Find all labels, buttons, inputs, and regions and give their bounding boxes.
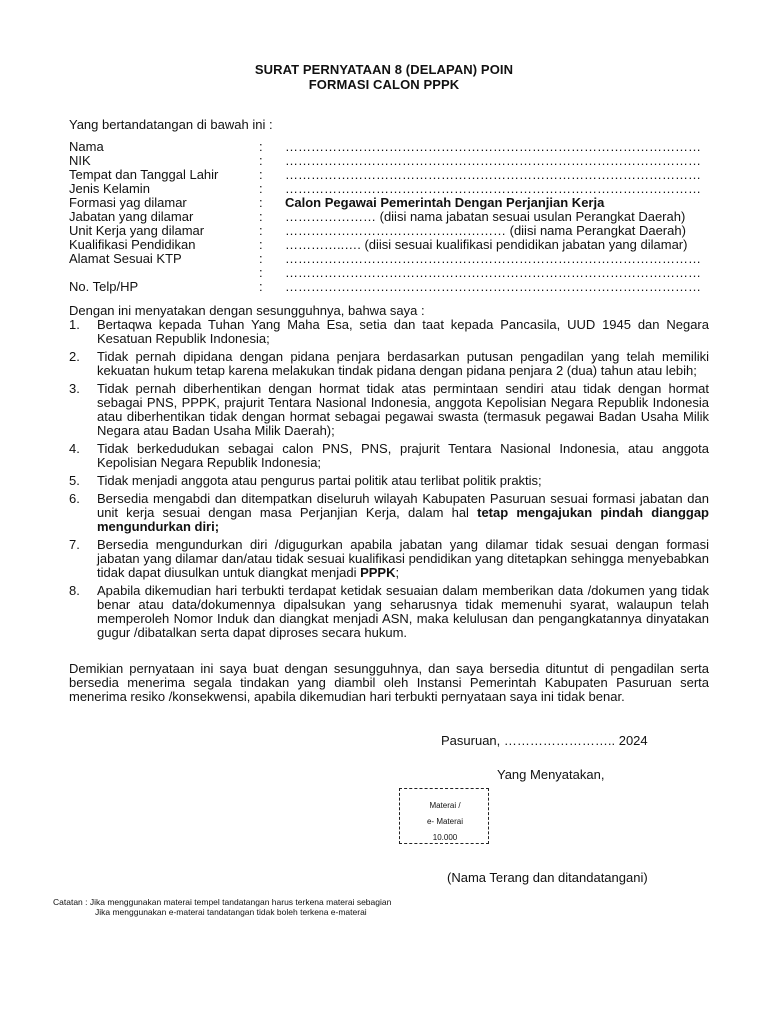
field-row — [69, 196, 729, 210]
field-colon: : — [259, 181, 263, 196]
field-row — [69, 154, 729, 168]
stamp-line-1: Materai / — [429, 801, 461, 810]
field-label: Tempat dan Tanggal Lahir — [69, 167, 219, 182]
list-item-text — [97, 318, 709, 346]
list-item-text — [97, 584, 709, 640]
list-item-suffix: ; — [395, 565, 400, 580]
list-item-number: 4. — [69, 441, 80, 456]
field-colon: : — [259, 139, 263, 154]
field-label: Alamat Sesuai KTP — [69, 251, 182, 266]
field-row — [69, 182, 729, 196]
document-title-line-1: SURAT PERNYATAAN 8 (DELAPAN) POIN — [254, 62, 514, 77]
field-row — [69, 210, 729, 224]
list-item — [69, 538, 709, 580]
list-item-number: 6. — [69, 491, 80, 506]
field-value: …………………………………………… (diisi nama Perangkat Daerah) — [285, 223, 686, 238]
list-item-emphasis: tetap mengajukan pindah dianggap mengundurkan diri; — [97, 505, 709, 534]
list-item-emphasis: PPPK — [360, 565, 396, 580]
list-item-number: 8. — [69, 583, 80, 598]
list-item-text — [97, 382, 709, 438]
field-label: NIK — [69, 153, 91, 168]
field-value: ………………… (diisi nama jabatan sesuai usulan Perangkat Daerah) — [285, 209, 686, 224]
list-item-body: Tidak pernah dipidana dengan pidana penjara berdasarkan putusan pengadilan yang telah memiliki kekuatan hukum tetap karena melakukan tindak pidana dengan pidana penjara 2 (dua) tahun atau lebih; — [97, 349, 709, 378]
stamp-line-3: 10.000 — [432, 833, 458, 842]
list-item-number: 3. — [69, 381, 80, 396]
list-item — [69, 350, 709, 378]
field-value: …………………………………………………………………………………… — [285, 279, 701, 294]
stamp-box — [399, 788, 489, 844]
field-row — [69, 266, 729, 280]
field-row — [69, 140, 729, 154]
footnote-line-2: Jika menggunakan e-materai tandatangan tidak boleh terkena e-materai — [95, 907, 367, 917]
field-colon: : — [259, 195, 263, 210]
field-value: …………………………………………………………………………………… — [285, 153, 701, 168]
field-value: Calon Pegawai Pemerintah Dengan Perjanjian Kerja — [285, 195, 605, 210]
list-item-text — [97, 350, 709, 378]
declaration-intro: Dengan ini menyatakan dengan sesungguhnya, bahwa saya : — [69, 303, 425, 318]
field-row — [69, 280, 729, 294]
field-colon: : — [259, 209, 263, 224]
list-item-body: Bersedia mengabdi dan ditempatkan diseluruh wilayah Kabupaten Pasuruan sesuai formasi jabatan dan unit kerja sesuai dengan masa Perjanjian Kerja, dalam hal — [97, 491, 709, 520]
field-label: No. Telp/HP — [69, 279, 139, 294]
document-title-line-2: FORMASI CALON PPPK — [308, 77, 460, 92]
field-label: Formasi yag dilamar — [69, 195, 187, 210]
list-item-number: 2. — [69, 349, 80, 364]
list-item-body: Apabila dikemudian hari terbukti terdapat ketidak sesuaian dalam memberikan data /dokumen yang tidak benar atau data/dokumennya dipalsukan yang seharusnya tidak memenuhi syarat, walaupun telah memperoleh Nomor Induk dan diangkat menjadi ASN, maka kelulusan dan pengangkatannya dinyatakan gugur /dibatalkan serta dapat diproses secara hukum. — [97, 583, 709, 640]
place-date: Pasuruan, …………………….. 2024 — [441, 733, 648, 748]
list-item-body: Tidak berkedudukan sebagai calon PNS, PNS, prajurit Tentara Nasional Indonesia, atau anggota Kepolisian Negara Republik Indonesia; — [97, 441, 709, 470]
list-item-text — [97, 442, 709, 470]
field-value: …………………………………………………………………………………… — [285, 251, 701, 266]
list-item — [69, 584, 709, 640]
field-colon: : — [259, 251, 263, 266]
field-colon: : — [259, 237, 263, 252]
field-row — [69, 224, 729, 238]
field-colon: : — [259, 153, 263, 168]
list-item-body: Tidak pernah diberhentikan dengan hormat tidak atas permintaan sendiri atau tidak dengan hormat sebagai PNS, PPPK, prajurit Tentara Nasional Indonesia, anggota Kepolisian Negara Republik Indonesia atau diberhentikan tidak dengan hormat sebagai pegawai swasta (termasuk pegawai Badan Usaha Milik Negara atau Badan Usaha Milik Daerah); — [97, 381, 709, 438]
list-item-body: Bersedia mengundurkan diri /digugurkan apabila jabatan yang dilamar tidak sesuai dengan formasi jabatan yang dilamar dan/atau tidak sesuai kualifikasi pendidikan yang ditetapkan sehingga menyebabkan tidak dapat diusulkan untuk diangkat menjadi — [97, 537, 709, 580]
field-value: …………..…. (diisi sesuai kualifikasi pendidikan jabatan yang dilamar) — [285, 237, 688, 252]
field-value: …………………………………………………………………………………… — [285, 167, 701, 182]
list-item-number: 1. — [69, 317, 80, 332]
footnote-line-1: Catatan : Jika menggunakan materai tempel tandatangan harus terkena materai sebagian — [53, 897, 392, 907]
field-colon: : — [259, 265, 263, 280]
list-item-text — [97, 538, 709, 580]
signer-label: Yang Menyatakan, — [497, 767, 605, 782]
list-item-body: Tidak menjadi anggota atau pengurus partai politik atau terlibat politik praktis; — [97, 473, 542, 488]
field-colon: : — [259, 279, 263, 294]
list-item — [69, 474, 709, 488]
list-item-text — [97, 474, 709, 488]
list-item-number: 5. — [69, 473, 80, 488]
intro-text: Yang bertandatangan di bawah ini : — [69, 117, 273, 132]
field-value: …………………………………………………………………………………… — [285, 139, 701, 154]
footnote — [53, 897, 391, 917]
field-label: Jabatan yang dilamar — [69, 209, 194, 224]
list-item — [69, 318, 709, 346]
field-label: Kualifikasi Pendidikan — [69, 237, 196, 252]
list-item — [69, 492, 709, 534]
field-row — [69, 238, 729, 252]
field-value: …………………………………………………………………………………… — [285, 265, 701, 280]
signature-name: (Nama Terang dan ditandatangani) — [447, 870, 648, 885]
field-label: Unit Kerja yang dilamar — [69, 223, 205, 238]
list-item-number: 7. — [69, 537, 80, 552]
list-item — [69, 442, 709, 470]
field-row — [69, 168, 729, 182]
field-label: Nama — [69, 139, 104, 154]
list-item-text — [97, 492, 709, 534]
field-colon: : — [259, 223, 263, 238]
identity-fields — [69, 140, 729, 294]
field-row — [69, 252, 729, 266]
field-label: Jenis Kelamin — [69, 181, 150, 196]
stamp-line-2: e- Materai — [426, 817, 463, 826]
list-item-body: Bertaqwa kepada Tuhan Yang Maha Esa, setia dan taat kepada Pancasila, UUD 1945 dan Negara Kesatuan Republik Indonesia; — [97, 317, 709, 346]
field-colon: : — [259, 167, 263, 182]
closing-paragraph: Demikian pernyataan ini saya buat dengan sesungguhnya, dan saya bersedia dituntut di pengadilan serta bersedia menerima segala tindakan yang diambil oleh Instansi Pemerintah Kabupaten Pasuruan serta menerima resiko /konsekwensi, apabila dikemudian hari terbukti pernyataan saya ini tidak benar. — [69, 661, 709, 704]
declaration-list — [69, 318, 709, 644]
list-item — [69, 382, 709, 438]
field-value: …………………………………………………………………………………… — [285, 181, 701, 196]
